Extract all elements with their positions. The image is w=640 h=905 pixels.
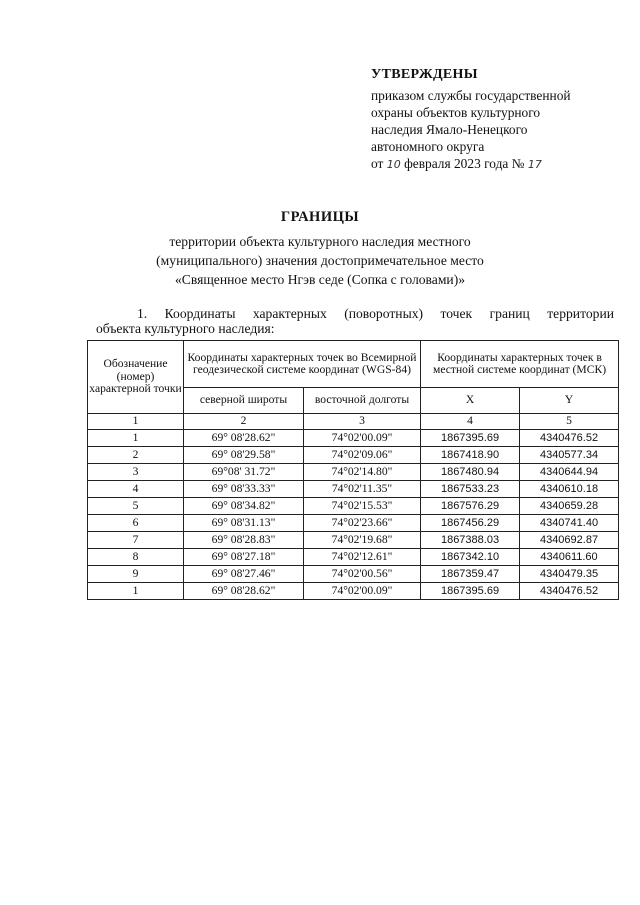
- cell-x: 1867456.29: [421, 515, 520, 532]
- cell-x: 1867533.23: [421, 481, 520, 498]
- header-point: Обозначение (номер) характерной точки: [88, 341, 184, 414]
- cell-y: 4340610.18: [520, 481, 619, 498]
- handwritten-number: 17: [527, 158, 542, 171]
- table-row: [88, 515, 619, 532]
- cell-y: 4340659.28: [520, 498, 619, 515]
- coordinates-table: [87, 340, 619, 600]
- cell-lat: 69° 08'28.62": [184, 583, 304, 600]
- header-north: северной широты: [184, 388, 304, 414]
- table-row: [88, 532, 619, 549]
- cell-point: 4: [88, 481, 184, 498]
- cell-point: 8: [88, 549, 184, 566]
- header-east: восточной долготы: [304, 388, 421, 414]
- table-row: [88, 583, 619, 600]
- cell-x: 1867418.90: [421, 447, 520, 464]
- table-row: [88, 498, 619, 515]
- date-rest: февраля 2023 года №: [404, 156, 525, 171]
- cell-lon: 74°02'15.53": [304, 498, 421, 515]
- approval-line: автономного округа: [371, 139, 485, 154]
- table-header-row: [88, 341, 619, 388]
- cell-lat: 69° 08'27.46": [184, 566, 304, 583]
- cell-point: 1: [88, 430, 184, 447]
- table-row: [88, 430, 619, 447]
- column-number: 5: [520, 414, 619, 430]
- column-number: 2: [184, 414, 304, 430]
- column-number: 3: [304, 414, 421, 430]
- section-paragraph: [96, 306, 614, 336]
- cell-lon: 74°02'23.66": [304, 515, 421, 532]
- cell-lat: 69° 08'28.83": [184, 532, 304, 549]
- date-prefix: от: [371, 156, 384, 171]
- document-heading: [0, 209, 640, 289]
- cell-point: 3: [88, 464, 184, 481]
- cell-lat: 69° 08'33.33": [184, 481, 304, 498]
- header-x: X: [421, 388, 520, 414]
- cell-y: 4340741.40: [520, 515, 619, 532]
- paragraph-line-2: объекта культурного наследия:: [96, 321, 275, 336]
- cell-x: 1867395.69: [421, 430, 520, 447]
- cell-lon: 74°02'09.06": [304, 447, 421, 464]
- cell-lat: 69° 08'28.62": [184, 430, 304, 447]
- cell-lon: 74°02'00.09": [304, 430, 421, 447]
- cell-y: 4340476.52: [520, 583, 619, 600]
- cell-lon: 74°02'19.68": [304, 532, 421, 549]
- approval-block: [371, 66, 621, 173]
- table-row: [88, 464, 619, 481]
- table-body: [88, 430, 619, 600]
- cell-point: 9: [88, 566, 184, 583]
- header-msk-group: Координаты характерных точек в местной системе координат (МСК): [421, 341, 619, 388]
- handwritten-day: 10: [386, 158, 401, 171]
- cell-point: 2: [88, 447, 184, 464]
- cell-lon: 74°02'00.56": [304, 566, 421, 583]
- cell-y: 4340692.87: [520, 532, 619, 549]
- column-number-row: [88, 414, 619, 430]
- cell-y: 4340476.52: [520, 430, 619, 447]
- column-number: 1: [88, 414, 184, 430]
- cell-lat: 69° 08'29.58": [184, 447, 304, 464]
- cell-y: 4340644.94: [520, 464, 619, 481]
- paragraph-line-1: 1. Координаты характерных (поворотных) точек границ территории: [137, 306, 614, 321]
- cell-x: 1867480.94: [421, 464, 520, 481]
- cell-lat: 69° 08'34.82": [184, 498, 304, 515]
- cell-y: 4340479.35: [520, 566, 619, 583]
- approval-line: охраны объектов культурного: [371, 105, 541, 120]
- cell-lon: 74°02'11.35": [304, 481, 421, 498]
- cell-lat: 69°08' 31.72": [184, 464, 304, 481]
- cell-x: 1867388.03: [421, 532, 520, 549]
- table-row: [88, 549, 619, 566]
- column-number: 4: [421, 414, 520, 430]
- cell-x: 1867359.47: [421, 566, 520, 583]
- cell-y: 4340611.60: [520, 549, 619, 566]
- header-wgs-group: Координаты характерных точек во Всемирной геодезической системе координат (WGS-84): [184, 341, 421, 388]
- heading-line: (муниципального) значения достопримечательное место: [156, 253, 484, 268]
- cell-y: 4340577.34: [520, 447, 619, 464]
- heading-line: территории объекта культурного наследия местного: [169, 234, 471, 249]
- header-y: Y: [520, 388, 619, 414]
- cell-lat: 69° 08'27.18": [184, 549, 304, 566]
- cell-lat: 69° 08'31.13": [184, 515, 304, 532]
- heading-line: «Священное место Нгэв седе (Сопка с головами)»: [174, 272, 466, 287]
- table-row: [88, 566, 619, 583]
- cell-lon: 74°02'12.61": [304, 549, 421, 566]
- cell-x: 1867576.29: [421, 498, 520, 515]
- cell-x: 1867342.10: [421, 549, 520, 566]
- heading-title: ГРАНИЦЫ: [280, 209, 360, 225]
- cell-point: 1: [88, 583, 184, 600]
- approval-line: наследия Ямало-Ненецкого: [371, 122, 528, 137]
- table-row: [88, 447, 619, 464]
- table-row: [88, 481, 619, 498]
- approval-date-line: [371, 155, 621, 173]
- cell-lon: 74°02'00.09": [304, 583, 421, 600]
- cell-lon: 74°02'14.80": [304, 464, 421, 481]
- cell-point: 5: [88, 498, 184, 515]
- approval-line: приказом службы государственной: [371, 88, 571, 103]
- approval-title: УТВЕРЖДЕНЫ: [371, 67, 478, 82]
- cell-x: 1867395.69: [421, 583, 520, 600]
- cell-point: 6: [88, 515, 184, 532]
- cell-point: 7: [88, 532, 184, 549]
